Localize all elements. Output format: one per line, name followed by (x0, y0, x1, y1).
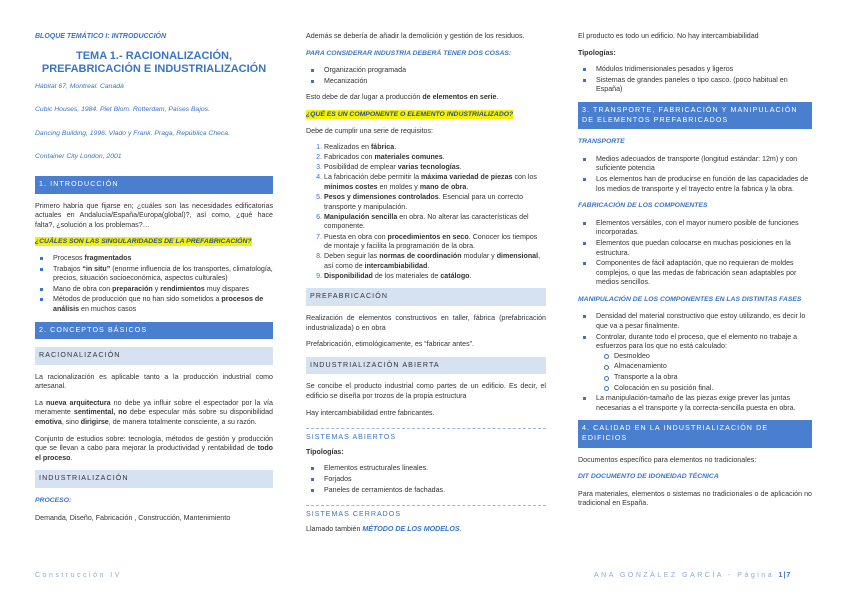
list-item: Elementos versátiles, con el mayor numero posible de funciones incorporadas. (596, 219, 812, 238)
manipulacion-sublist (596, 352, 812, 393)
demolicion-paragraph: Además se debería de añadir la demolición y gestión de los residuos. (306, 32, 525, 40)
column-3 (578, 32, 812, 516)
sistemas-cerrados-heading: SISTEMAS CERRADOS (306, 505, 546, 520)
document-title (35, 50, 273, 76)
meta-container: Container City London, 2001 (35, 153, 122, 161)
list-item: Paneles de cerramientos de fachadas. (324, 486, 546, 496)
column-1 (35, 32, 273, 530)
producto-paragraph: El producto es todo un edificio. No hay intercambiabilidad (578, 32, 759, 40)
list-item: Elementos que puedan colocarse en muchas posiciones en la estructura. (596, 239, 812, 258)
abierta-paragraph-2: Hay intercambiabilidad entre fabricantes. (306, 408, 435, 417)
list-item: Densidad del material constructivo que estoy utilizando, es decir lo que va a pesar finalmente. (596, 312, 812, 331)
list-item: Componentes de fácil adaptación, que no requieran de moldes complejos, o que las medas de fabricación sean adaptables por medios sencillos. (596, 259, 812, 288)
tener-list (306, 66, 546, 86)
list-item: Mano de obra con preparación y rendimientos muy dispares (53, 285, 273, 295)
tipologias-label: Tipologías: (578, 48, 616, 57)
dit-paragraph: Para materiales, elementos o sistemas no tradicionales o de aplicación no tradicional en España. (578, 489, 812, 508)
sistemas-abiertos-heading: SISTEMAS ABIERTOS (306, 428, 546, 443)
proceso-label: PROCESO: (35, 497, 72, 505)
footer-author: ANA GONZÁLEZ GARCÍA - Página 1|7 (594, 572, 792, 579)
requisitos-list (306, 143, 546, 281)
subheading-industrializacion: INDUSTRIALIZACIÓN (35, 470, 273, 488)
list-item: Módulos tridimensionales pesados y ligeros (596, 65, 812, 75)
meta-habitat: Hábitat 67, Montreal. Canadá (35, 82, 124, 90)
subheading-prefabricacion: PREFABRICACIÓN (306, 288, 546, 306)
racionalizacion-paragraph-1: La racionalización es aplicable tanto a la producción industrial como artesanal. (35, 372, 273, 391)
sublist-item: Colocación en su posición final. (614, 384, 812, 394)
question-componente: ¿QUÉ ES UN COMPONENTE O ELEMENTO INDUSTRIALIZADO? (306, 110, 514, 118)
transporte-list (578, 155, 812, 194)
list-item: Elementos estructurales lineales. (324, 464, 546, 474)
abiertos-list (306, 464, 546, 495)
abierta-paragraph-1: Se concibe el producto industrial como partes de un edificio. Es decir, el edificio se diseña por trozos de la propia estructura (306, 382, 546, 401)
fabricacion-list (578, 219, 812, 288)
racionalizacion-paragraph-2: La nueva arquitectura no debe ya influir sobre el espectador por la vía meramente sentimental, no debe especular más sobre su disponibilidad emotiva, sino dirigirse, de manera totalmente consciente, a su razón. (35, 398, 273, 427)
list-item: 8. Deben seguir las normas de coordinación modular y dimensional, así como de intercambiabilidad. (324, 252, 546, 271)
section-heading-calidad: 4. CALIDAD EN LA INDUSTRIALIZACIÓN DE EDIFICIOS (578, 420, 812, 447)
list-item: La manipulación-tamaño de las piezas exige prever las juntas necesarias a el transporte y la correcta-sencilla puesta en obra. (596, 394, 812, 413)
proceso-text: Demanda, Diseño, Fabricación , Construcción, Mantenimiento (35, 513, 231, 522)
fabricacion-label: FABRICACIÓN DE LOS COMPONENTES (578, 202, 708, 210)
tipologias-list (578, 65, 812, 95)
list-item: 9. Disponibilidad de los materiales de catálogo. (324, 272, 546, 282)
title-line-1: TEMA 1.- RACIONALIZACIÓN, (75, 49, 233, 62)
prefabricacion-paragraph-1: Realización de elementos constructivos en taller, fábrica (prefabricación industrializada) o en obra (306, 314, 546, 332)
section-heading-conceptos: 2. CONCEPTOS BÁSICOS (35, 322, 273, 340)
subheading-racionalizacion: RACIONALIZACIÓN (35, 347, 273, 365)
list-item: Trabajos “in situ” (enorme influencia de los transportes, climatología, precios, situación socioeconómica, aspectos culturales) (53, 264, 273, 283)
list-item: Forjados (324, 475, 546, 485)
list-item: Controlar, durante todo el proceso, que el elemento no trabaje a esfuerzos para los que no está calculado: Desmoldeo Almacenamiento Transporte a la obra Colocación en su posición final. (596, 333, 812, 394)
list-item: 7. Puesta en obra con procedimientos en seco. Conocer los tiempos de montaje y facilita la programación de la obra. (324, 233, 546, 252)
list-item: 3. Posibilidad de emplear varias tecnologías. (324, 163, 546, 173)
list-item: Organización programada (324, 66, 546, 76)
title-line-2: PREFABRICACIÓN E INDUSTRIALIZACIÓN (41, 62, 267, 75)
list-item: 1. Realizados en fábrica. (324, 143, 546, 153)
sublist-item: Almacenamiento (614, 362, 812, 372)
list-item: 6. Manipulación sencilla en obra. No alterar las características del componente. (324, 213, 546, 232)
meta-cubic: Cubic Houses, 1984. Piet Blom. Rotterdam, Países Bajos. (35, 106, 210, 114)
list-item: Los elementos han de producirse en función de las capacidades de los medios de transporte y el trayecto entre la fabrica y la obra. (596, 175, 812, 194)
section-heading-transporte: 3. TRANSPORTE, FABRICACIÓN Y MANIPULACIÓN DE ELEMENTOS PREFABRICADOS (578, 102, 812, 129)
list-item: Procesos fragmentados (53, 254, 273, 264)
manipulacion-label: MANIPULACIÓN DE LOS COMPONENTES EN LAS DISTINTAS FASES (578, 295, 802, 303)
bloque-tematico: BLOQUE TEMÁTICO I: INTRODUCCIÓN (35, 33, 167, 40)
intro-paragraph: Primero habría que fijarse en; ¿cuáles son las necesidades edificatorias actuales en Andalucía/España/Europa(global)?, así como, ¿qué hace falta?, ¿solución a los problemas?… (35, 201, 273, 229)
list-item: 4. La fabricación debe permitir la máxima variedad de piezas con los mínimos costes en moldes y mano de obra. (324, 173, 546, 192)
requisitos-paragraph: Debe de cumplir una serie de requisitos: (306, 126, 433, 135)
singularidades-list (35, 254, 273, 315)
question-singularidades: ¿CUÁLES SON LAS SINGULARIDADES DE LA PREFABRICACIÓN? (35, 238, 252, 246)
list-item: Métodos de producción que no han sido sometidos a procesos de análisis en muchos casos (53, 295, 273, 314)
footer-course: Construcción IV (35, 572, 122, 579)
column-2 (306, 32, 546, 541)
list-item: Mecanización (324, 77, 546, 87)
documentos-paragraph: Documentos específico para elementos no tradicionales: (578, 455, 757, 464)
sublist-item: Transporte a la obra (614, 373, 812, 383)
dit-label: DIT DOCUMENTO DE IDONEIDAD TÉCNICA (578, 473, 719, 481)
serie-paragraph: Esto debe de dar lugar a producción de elementos en serie. (306, 93, 499, 102)
list-item: 5. Pesos y dimensiones controlados. Esencial para un correcto transporte y manipulación. (324, 193, 546, 212)
list-item: 2. Fabricados con materiales comunes. (324, 153, 546, 163)
llamado-paragraph: Llamado también MÉTODO DE LOS MODELOS. (306, 524, 462, 533)
racionalizacion-paragraph-3: Conjunto de estudios sobre: tecnología, métodos de gestión y producción que se llevan a cabo para mejorar la productividad y rentabilidad de todo el proceso. (35, 434, 273, 462)
page-number: 1|7 (778, 572, 792, 579)
list-item: Medios adecuados de transporte (longitud estándar: 12m) y con suficiente potencia (596, 155, 812, 174)
tener-label: PARA CONSIDERAR INDUSTRIA DEBERÁ TENER DOS COSAS: (306, 49, 512, 57)
manipulacion-list (578, 312, 812, 413)
tipologias-label: Tipologías: (306, 447, 344, 456)
section-heading-introduccion: 1. INTRODUCCIÓN (35, 176, 273, 194)
sublist-item: Desmoldeo (614, 352, 812, 362)
meta-dancing: Dancing Building, 1996. Vlado y Frank. Praga, República Checa. (35, 129, 230, 137)
prefabricacion-paragraph-2: Prefabricación, etimológicamente, es “fabricar antes”. (306, 340, 474, 349)
subheading-industrializacion-abierta: INDUSTRIALIZACIÓN ABIERTA (306, 357, 546, 375)
list-item: Sistemas de grandes paneles o tipo casco. (poco habitual en España) (596, 76, 812, 95)
transporte-label: TRANSPORTE (578, 138, 625, 146)
